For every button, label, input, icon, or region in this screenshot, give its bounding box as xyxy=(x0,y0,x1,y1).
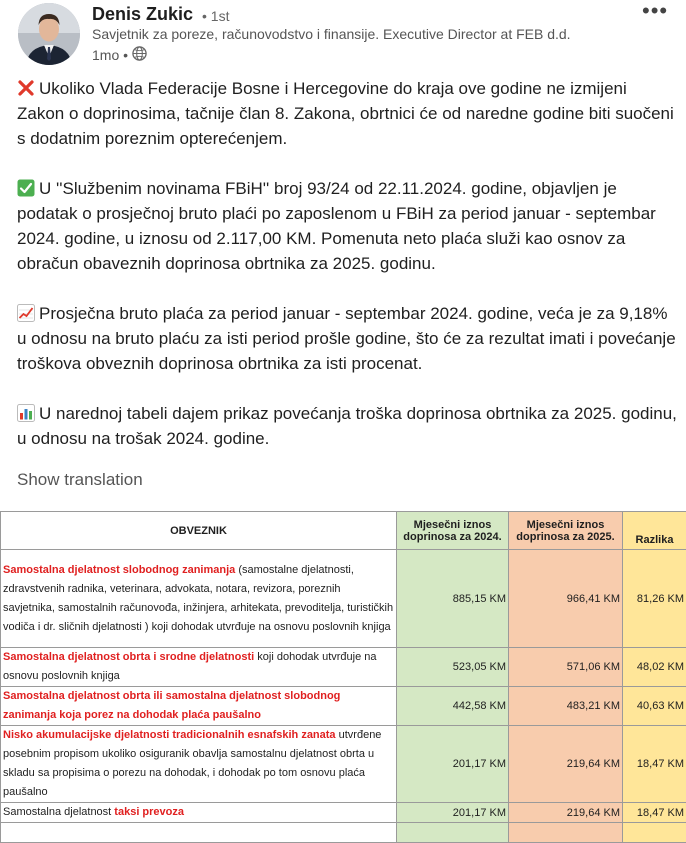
table-row xyxy=(1,687,686,726)
post-body xyxy=(17,76,677,451)
paragraph-1: Ukoliko Vlada Federacije Bosne i Hercegovine do kraja ove godine ne izmijeni Zakon o doprinosima, tačnije član 8. Zakona, obrtnici će od naredne godine biti suočeni s dodatnim poreznim opterećenjem. xyxy=(17,76,677,151)
paragraph-3: Prosječna bruto plaća za period januar - septembar 2024. godine, veća je za 9,18% u odnosu na bruto plaću za isti period prošle godine, što će za rezultat imati i povećanje troškova obveznih doprinosa obrtnika za isti procenat. xyxy=(17,301,677,376)
table-row xyxy=(1,803,686,823)
avatar[interactable] xyxy=(18,3,80,65)
value-2025: 966,41 KM xyxy=(509,550,623,648)
header-2024: Mjesečni iznos doprinosa za 2024. xyxy=(397,512,509,550)
globe-icon xyxy=(132,46,147,64)
value-2024: 201,17 KM xyxy=(397,803,509,823)
row-description: Samostalna djelatnost slobodnog zanimanja (samostalne djelatnosti, zdravstvenih radnika, veterinara, advokata, notara, revizora, poreznih savjetnika, samostalnih računovođa, inžinjera, arhitekata, prevoditelja, turističkih vodiča i dr. sličnih djelatnosti ) koji dohodak utvrđuje na osnovu poslovnih knjiga xyxy=(1,550,397,648)
connection-degree: • 1st xyxy=(202,8,229,24)
value-2024: 201,17 KM xyxy=(397,726,509,803)
row-description: Nisko akumulacijske djelatnosti tradicionalnih esnafskih zanata utvrđene posebnim propisom ukoliko osiguranik obavlja samostalnu djelatnost obrta u skladu sa propisima o porezu na dohodak, i dohodak po tom osnovu plaća paušalno xyxy=(1,726,397,803)
value-diff: 48,02 KM xyxy=(623,648,686,687)
header-obveznik: OBVEZNIK xyxy=(1,512,397,550)
show-translation-link[interactable]: Show translation xyxy=(17,470,143,490)
paragraph-4: U narednoj tabeli dajem prikaz povećanja troška doprinosa obrtnika za 2025. godinu, u odnosu na trošak 2024. godine. xyxy=(17,401,677,451)
post-header xyxy=(0,0,686,70)
value-diff: 81,26 KM xyxy=(623,550,686,648)
post-meta xyxy=(92,46,147,64)
value-2024: 885,15 KM xyxy=(397,550,509,648)
contributions-table xyxy=(0,511,686,843)
value-2025: 483,21 KM xyxy=(509,687,623,726)
value-2025: 219,64 KM xyxy=(509,726,623,803)
header-razlika: Razlika xyxy=(623,512,686,550)
author-name[interactable]: Denis Zukic xyxy=(92,4,193,25)
value-2025: 571,06 KM xyxy=(509,648,623,687)
chart-increasing-icon xyxy=(17,304,35,322)
table-row xyxy=(1,648,686,687)
value-2024: 523,05 KM xyxy=(397,648,509,687)
paragraph-2: U ''Službenim novinama FBiH'' broj 93/24 od 22.11.2024. godine, objavljen je podatak o prosječnoj bruto plaći po zaposlenom u FBiH za period januar - septembar 2024. godine, u iznosu od 2.117,00 KM. Pomenuta neto plaća služi kao osnov za obračun obaveznih doprinosa obrtnika za 2025. godinu. xyxy=(17,176,677,276)
table-row-partial xyxy=(1,823,686,843)
post-time: 1mo • xyxy=(92,47,128,63)
row-description: Samostalna djelatnost obrta i srodne djelatnosti koji dohodak utvrđuje na osnovu poslovnih knjiga xyxy=(1,648,397,687)
more-icon[interactable]: ••• xyxy=(642,0,668,24)
row-description: Samostalna djelatnost obrta ili samostalna djelatnost slobodnog zanimanja koja porez na dohodak plaća paušalno xyxy=(1,687,397,726)
row-description: Samostalna djelatnost taksi prevoza xyxy=(1,803,397,823)
check-mark-icon xyxy=(17,179,35,197)
header-2025: Mjesečni iznos doprinosa za 2025. xyxy=(509,512,623,550)
cross-mark-icon xyxy=(17,79,35,97)
table-header-row xyxy=(1,512,686,550)
value-diff: 18,47 KM xyxy=(623,726,686,803)
table-row xyxy=(1,550,686,648)
value-diff: 18,47 KM xyxy=(623,803,686,823)
bar-chart-icon xyxy=(17,404,35,422)
value-2025: 219,64 KM xyxy=(509,803,623,823)
author-headline: Savjetnik za poreze, računovodstvo i finansije. Executive Director at FEB d.d. xyxy=(92,26,571,42)
value-diff: 40,63 KM xyxy=(623,687,686,726)
value-2024: 442,58 KM xyxy=(397,687,509,726)
table-row xyxy=(1,726,686,803)
